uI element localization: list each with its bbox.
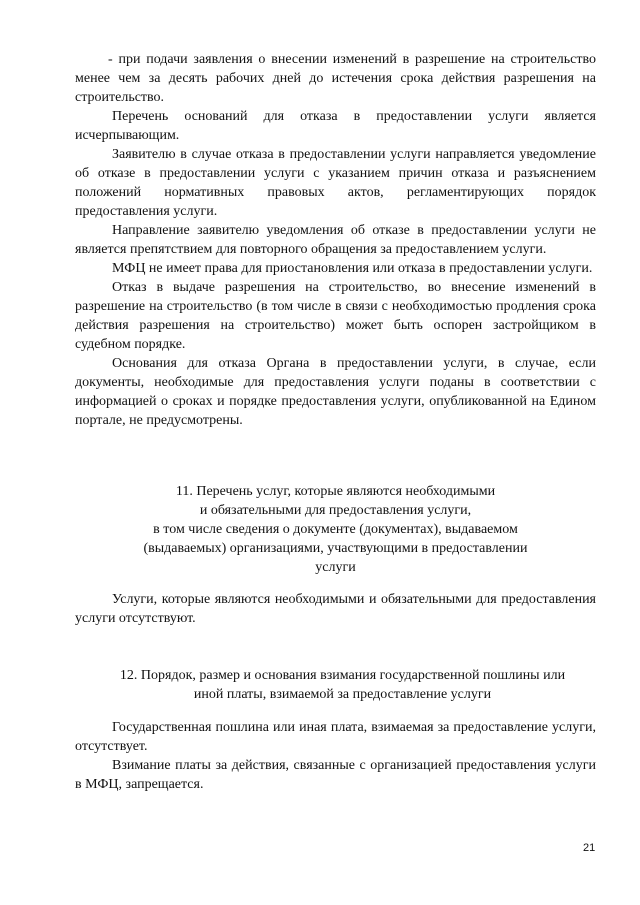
heading-line: 11. Перечень услуг, которые являются необходимыми (175, 484, 496, 499)
paragraph: Услуги, которые являются необходимыми и обязательными для предоставления услуги отсутствуют. (75, 592, 596, 626)
paragraph: Основания для отказа Органа в предоставлении услуги, в случае, если документы, необходимые для предоставления услуги поданы в соответствии с информацией о сроках и порядке предоставления услуги, опубликованной на Едином портале, не предусмотрены. (75, 356, 596, 428)
refusal-grounds-block (75, 50, 596, 430)
heading-line: и обязательными для предоставления услуги, (199, 503, 472, 518)
paragraph: Заявителю в случае отказа в предоставлении услуги направляется уведомление об отказе в предоставлении услуги с указанием причин отказа и разъяснением положений нормативных правовых актов, регламентирующих порядок предоставления услуги. (75, 147, 596, 219)
paragraph: Направление заявителю уведомления об отказе в предоставлении услуги не является препятствием для повторного обращения за предоставлением услуги. (75, 223, 596, 257)
paragraph: Отказ в выдаче разрешения на строительство, во внесение изменений в разрешение на строительство (в том числе в связи с необходимостью продления срока действия разрешения на строительство) может быть оспорен застройщиком в судебном порядке. (75, 280, 596, 352)
section-11-heading (75, 482, 596, 577)
heading-line: 12. Порядок, размер и основания взимания государственной пошлины или (119, 668, 566, 683)
paragraph: - при подачи заявления о внесении изменений в разрешение на строительство менее чем за десять рабочих дней до истечения срока действия разрешения на строительство. (75, 52, 596, 105)
paragraph: Государственная пошлина или иная плата, взимаемая за предоставление услуги, отсутствует. (75, 720, 596, 754)
paragraph: МФЦ не имеет права для приостановления или отказа в предоставлении услуги. (112, 261, 593, 276)
section-12-body (75, 718, 596, 794)
section-12-heading (85, 666, 600, 704)
heading-line: (выдаваемых) организациями, участвующими в предоставлении (143, 541, 528, 556)
paragraph: Взимание платы за действия, связанные с организацией предоставления услуги в МФЦ, запрещается. (75, 758, 596, 792)
page-number: 21 (583, 842, 596, 854)
section-11-body (75, 590, 596, 628)
heading-line: в том числе сведения о документе (документах), выдаваемом (153, 522, 518, 537)
heading-line: иной платы, взимаемой за предоставление услуги (193, 687, 492, 702)
paragraph: Перечень оснований для отказа в предоставлении услуги является исчерпывающим. (75, 109, 596, 143)
heading-line: услуги (315, 560, 356, 575)
